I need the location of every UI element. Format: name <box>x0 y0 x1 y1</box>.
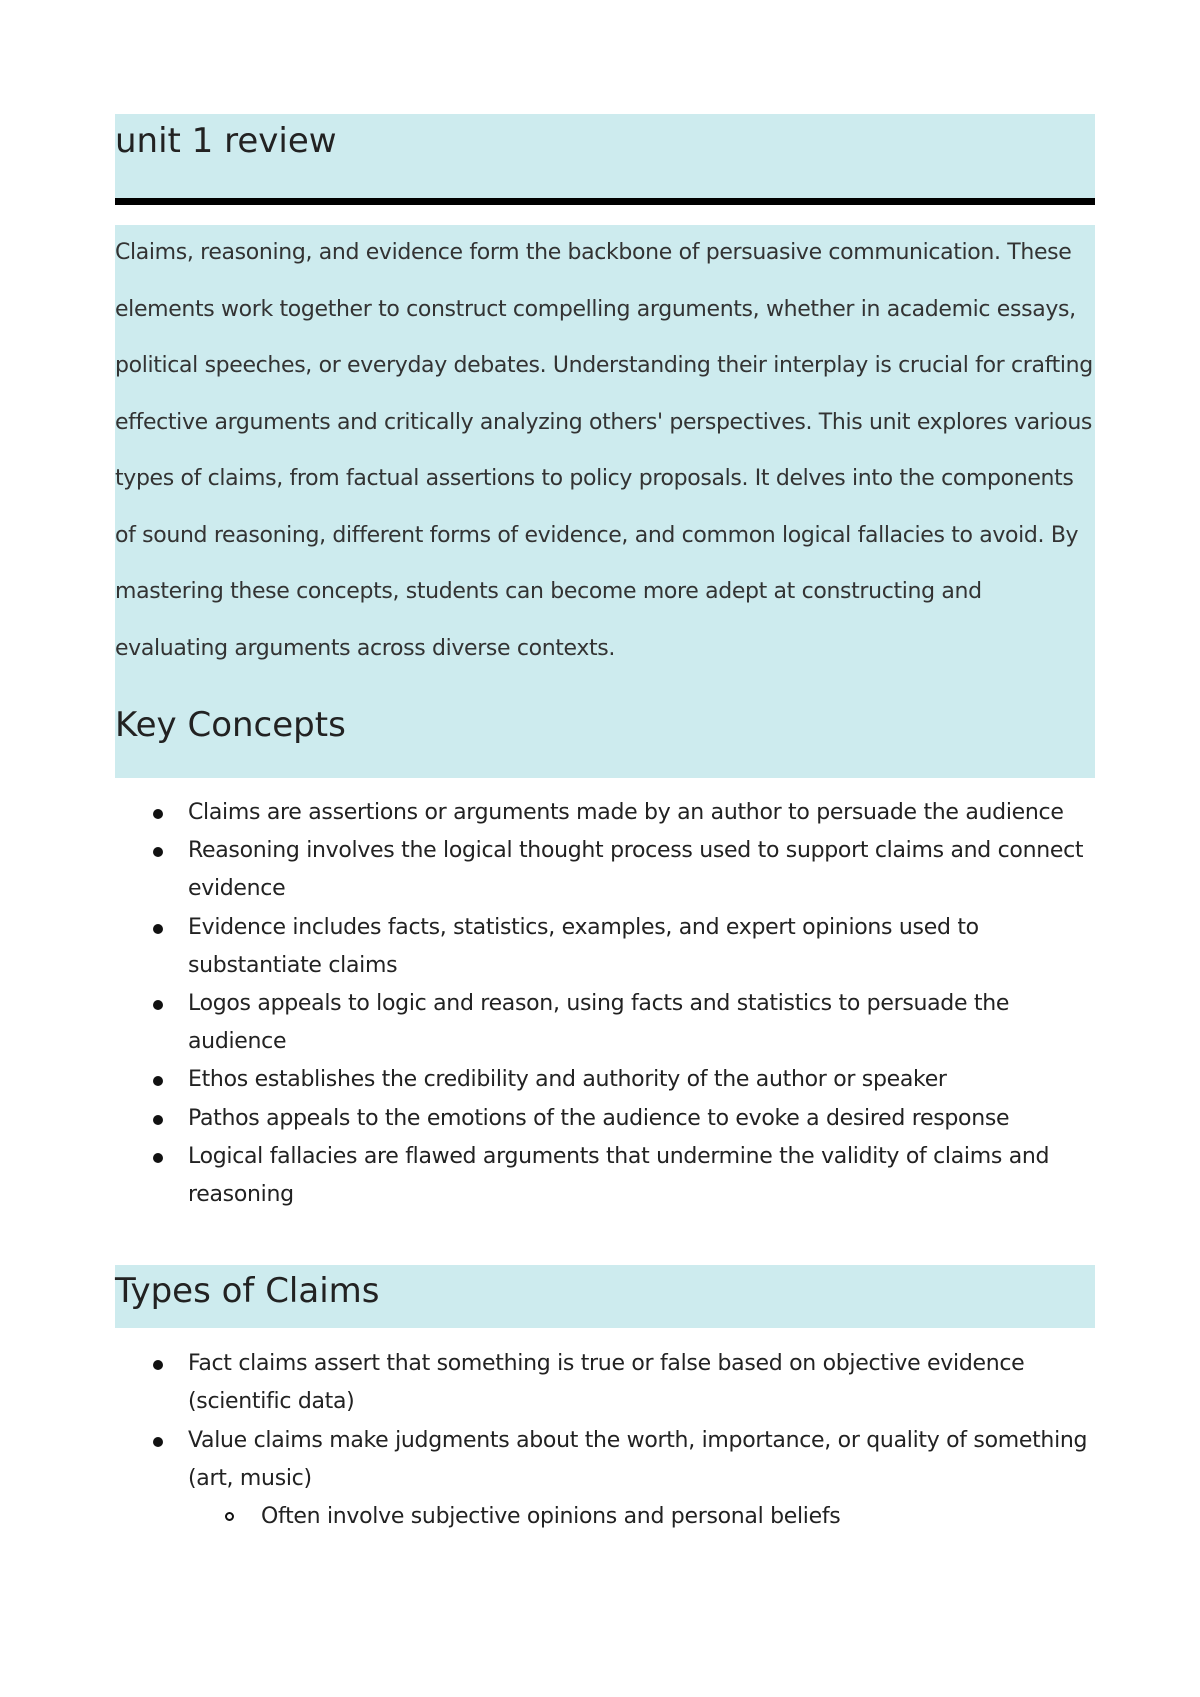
list-item <box>115 794 1095 832</box>
bullet-icon <box>153 809 163 819</box>
sub-list-item-text: Often involve subjective opinions and personal beliefs <box>261 1504 841 1530</box>
bullet-icon <box>153 1153 163 1163</box>
bullet-icon <box>153 1000 163 1010</box>
intro-paragraph: Claims, reasoning, and evidence form the backbone of persuasive communication. These elements work together to construct compelling arguments, whether in academic essays, political speeches, or everyday debates. Understanding their interplay is crucial for crafting effective arguments and critically analyzing others' perspectives. This unit explores various types of claims, from factual assertions to policy proposals. It delves into the components of sound reasoning, different forms of evidence, and common logical fallacies to avoid. By mastering these concepts, students can become more adept at constructing and evaluating arguments across diverse contexts. <box>115 240 1093 661</box>
list-item-text: Pathos appeals to the emotions of the audience to evoke a desired response <box>188 1105 1010 1131</box>
list-item-text: Fact claims assert that something is true or false based on objective evidence (scientific data) <box>188 1351 1025 1415</box>
list-item-text: Value claims make judgments about the worth, importance, or quality of something (art, music) <box>188 1427 1088 1491</box>
list-item <box>115 1061 1095 1099</box>
bullet-icon <box>153 847 163 857</box>
list-item-text: Ethos establishes the credibility and authority of the author or speaker <box>188 1067 947 1093</box>
list-item <box>115 909 1095 985</box>
page-title: unit 1 review <box>115 121 337 161</box>
bullet-icon <box>153 1076 163 1086</box>
list-item-text: Evidence includes facts, statistics, examples, and expert opinions used to substantiate claims <box>188 914 979 978</box>
list-item-text: Logos appeals to logic and reason, using facts and statistics to persuade the audience <box>188 991 1010 1055</box>
title-divider <box>115 198 1095 205</box>
types-of-claims-heading: Types of Claims <box>115 1271 380 1312</box>
intro-section <box>115 225 1095 778</box>
bullet-icon <box>153 1360 163 1370</box>
types-of-claims-list <box>115 1345 1095 1536</box>
sub-list-item <box>115 1498 1095 1536</box>
key-concepts-list <box>115 794 1095 1214</box>
bullet-icon <box>153 1437 163 1447</box>
list-item <box>115 1100 1095 1138</box>
types-of-claims-band <box>115 1265 1095 1328</box>
title-band <box>115 114 1095 198</box>
list-item <box>115 1138 1095 1214</box>
list-item <box>115 1345 1095 1421</box>
document-page <box>115 114 1095 1536</box>
list-item <box>115 832 1095 908</box>
hollow-bullet-icon <box>225 1512 234 1521</box>
bullet-icon <box>153 1115 163 1125</box>
list-item <box>115 985 1095 1061</box>
list-item-text: Logical fallacies are flawed arguments that undermine the validity of claims and reasoning <box>188 1143 1050 1208</box>
list-item-text: Claims are assertions or arguments made by an author to persuade the audience <box>188 800 1064 825</box>
list-item-text: Reasoning involves the logical thought process used to support claims and connect evidence <box>188 838 1084 902</box>
list-item <box>115 1422 1095 1498</box>
bullet-icon <box>153 924 163 934</box>
key-concepts-heading: Key Concepts <box>115 705 346 745</box>
